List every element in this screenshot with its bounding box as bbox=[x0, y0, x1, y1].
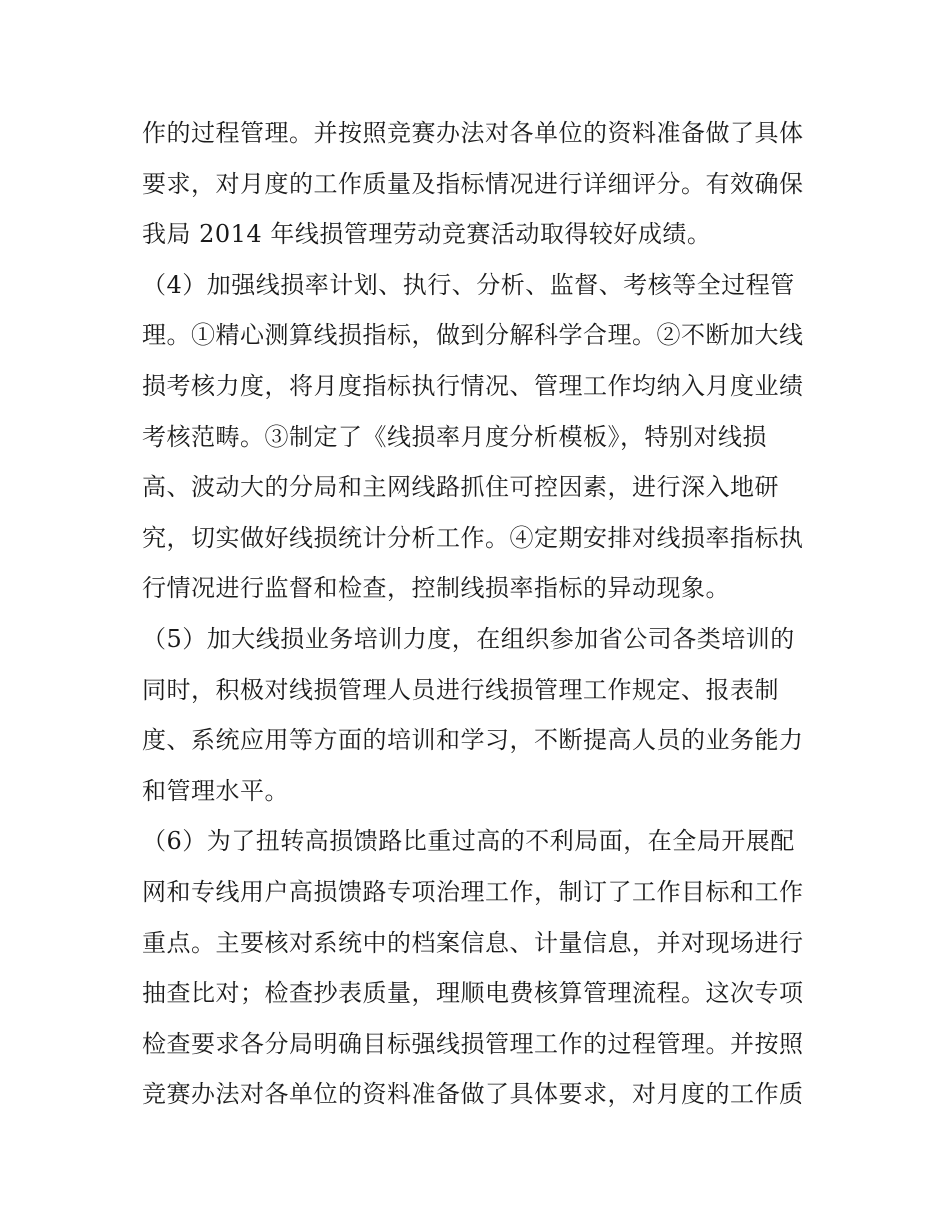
text-line: 网和专线用户高损馈路专项治理工作，制订了工作目标和工作 bbox=[142, 877, 804, 906]
text-line: 高、波动大的分局和主网线路抓住可控因素，进行深入地研 bbox=[142, 473, 779, 502]
text-line: 作的过程管理。并按照竞赛办法对各单位的资料准备做了具体 bbox=[142, 119, 804, 147]
text-line: 我局 2014 年线损管理劳动竞赛活动取得较好成绩。 bbox=[142, 220, 712, 249]
text-line: 抽查比对；检查抄表质量，理顺电费核算管理流程。这次专项 bbox=[142, 979, 804, 1008]
text-line: 理。①精心测算线损指标，做到分解科学合理。②不断加大线 bbox=[142, 321, 804, 350]
text-line: （6）为了扭转高损馈路比重过高的不利局面，在全局开展配 bbox=[142, 827, 795, 856]
text-line: 竞赛办法对各单位的资料准备做了具体要求，对月度的工作质 bbox=[142, 1080, 804, 1109]
text-line: （4）加强线损率计划、执行、分析、监督、考核等全过程管 bbox=[142, 270, 795, 299]
document-page bbox=[142, 108, 812, 1120]
text-line: 究，切实做好线损统计分析工作。④定期安排对线损率指标执 bbox=[142, 523, 804, 552]
text-line: 度、系统应用等方面的培训和学习，不断提高人员的业务能力 bbox=[142, 726, 804, 755]
text-line: 检查要求各分局明确目标强线损管理工作的过程管理。并按照 bbox=[142, 1029, 804, 1058]
text-line: （5）加大线损业务培训力度，在组织参加省公司各类培训的 bbox=[142, 624, 795, 653]
text-line: 行情况进行监督和检查，控制线损率指标的异动现象。 bbox=[142, 574, 730, 603]
text-line: 同时，积极对线损管理人员进行线损管理工作规定、报表制 bbox=[142, 675, 779, 704]
text-line: 要求，对月度的工作质量及指标情况进行详细评分。有效确保 bbox=[142, 169, 804, 198]
text-line: 和管理水平。 bbox=[142, 776, 289, 805]
text-line: 重点。主要核对系统中的档案信息、计量信息，并对现场进行 bbox=[142, 928, 804, 957]
text-line: 损考核力度，将月度指标执行情况、管理工作均纳入月度业绩 bbox=[142, 371, 804, 400]
text-line: 考核范畴。③制定了《线损率月度分析模板》，特别对线损 bbox=[142, 422, 767, 451]
